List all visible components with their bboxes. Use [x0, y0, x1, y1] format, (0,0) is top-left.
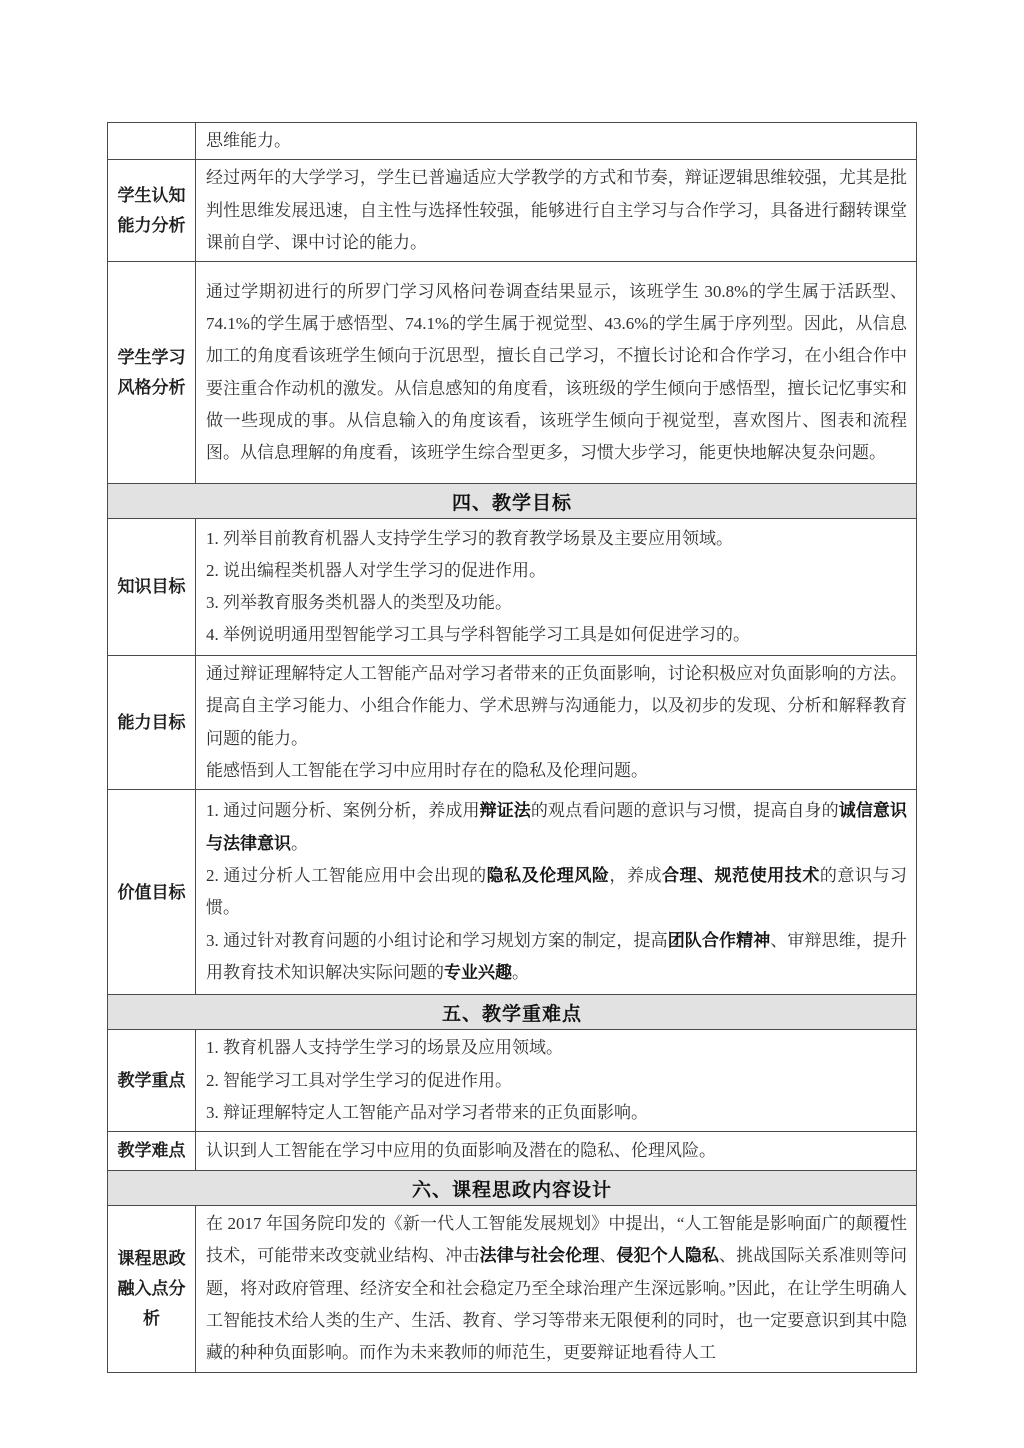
paragraph: 1. 教育机器人支持学生学习的场景及应用领域。	[206, 1038, 563, 1058]
paragraph: 4. 举例说明通用型智能学习工具与学科智能学习工具是如何促进学习的。	[206, 625, 750, 645]
row-content-continued	[196, 123, 916, 159]
paragraph: 在 2017 年国务院印发的《新一代人工智能发展规划》中提出，“人工智能是影响面广的颠覆性技术，可能带来改变就业结构、冲击法律与社会伦理、侵犯个人隐私、挑战国际关系准则等问题，将对政府管理、经济安全和社会稳定乃至全球治理产生深远影响。”因此，在让学生明确人工智能技术给人类的生产、生活、教育、学习等带来无限便利的同时，也一定要意识到其中隐藏的种种负面影响。而作为未来教师的师范生，更要辩证地看待人工	[206, 1214, 908, 1363]
row-label-ideology: 课程思政融入点分析	[108, 1206, 196, 1371]
table-row-learning-style	[108, 261, 916, 483]
paragraph: 2. 智能学习工具对学生学习的促进作用。	[206, 1070, 512, 1090]
paragraph: 1. 列举目前教育机器人支持学生学习的教育教学场景及主要应用领域。	[206, 528, 733, 548]
section-header-key-difficult-points: 五、教学重难点	[108, 994, 916, 1029]
paragraph: 思维能力。	[206, 131, 291, 150]
row-content-difficulty	[196, 1132, 916, 1170]
section-header-ideology-design: 六、课程思政内容设计	[108, 1170, 916, 1205]
table-row-ideology-analysis	[108, 1205, 916, 1371]
row-label-difficulty: 教学难点	[108, 1132, 196, 1170]
paragraph: 3. 通过针对教育问题的小组讨论和学习规划方案的制定，提高团队合作精神、审辩思维，提升用教育技术知识解决实际问题的专业兴趣。	[206, 930, 908, 982]
paragraph: 1. 通过问题分析、案例分析，养成用辩证法的观点看问题的意识与习惯，提高自身的诚信意识与法律意识。	[206, 801, 908, 853]
table-row-value-goals	[108, 789, 916, 994]
paragraph: 通过学期初进行的所罗门学习风格问卷调查结果显示，该班学生 30.8%的学生属于活跃型、74.1%的学生属于感悟型、74.1%的学生属于视觉型、43.6%的学生属于序列型。因此，从信息加工的角度看该班学生倾向于沉思型，擅长自己学习，不擅长讨论和合作学习，在小组合作中要注重合作动机的激发。从信息感知的角度看，该班级的学生倾向于感悟型，擅长记忆事实和做一些现成的事。从信息输入的角度该看，该班学生倾向于视觉型，喜欢图片、图表和流程图。从信息理解的角度看，该班学生综合型更多，习惯大步学习，能更快地解决复杂问题。	[206, 281, 907, 463]
table-row-ability-goals	[108, 655, 916, 789]
table-row-cognitive-analysis	[108, 159, 916, 261]
section-header-teaching-goals: 四、教学目标	[108, 483, 916, 518]
row-content-key-points	[196, 1030, 916, 1131]
row-content-ideology	[196, 1206, 916, 1371]
row-label-learning-style: 学生学习风格分析	[108, 262, 196, 483]
paragraph: 能感悟到人工智能在学习中应用时存在的隐私及伦理问题。	[206, 761, 648, 781]
row-label-value: 价值目标	[108, 790, 196, 994]
paragraph: 3. 列举教育服务类机器人的类型及功能。	[206, 593, 512, 613]
paragraph: 2. 通过分析人工智能应用中会出现的隐私及伦理风险，养成合理、规范使用技术的意识与习惯。	[206, 866, 908, 918]
row-label-knowledge: 知识目标	[108, 519, 196, 655]
table-row-difficulty	[108, 1131, 916, 1170]
paragraph: 认识到人工智能在学习中应用的负面影响及潜在的隐私、伦理风险。	[206, 1140, 716, 1160]
paragraph: 通过辩证理解特定人工智能产品对学习者带来的正负面影响，讨论积极应对负面影响的方法。提高自主学习能力、小组合作能力、学术思辨与沟通能力，以及初步的发现、分析和解释教育问题的能力。	[206, 664, 907, 748]
row-content-value	[196, 790, 916, 994]
paragraph: 2. 说出编程类机器人对学生学习的促进作用。	[206, 560, 546, 580]
row-label-ability: 能力目标	[108, 656, 196, 789]
row-label-key-points: 教学重点	[108, 1030, 196, 1131]
row-label-cognitive: 学生认知能力分析	[108, 160, 196, 261]
lesson-plan-table	[107, 122, 917, 1373]
table-row-continued	[108, 123, 916, 159]
table-row-knowledge-goals	[108, 518, 916, 655]
row-content-knowledge	[196, 519, 916, 655]
paragraph: 经过两年的大学学习，学生已普遍适应大学教学的方式和节奏，辩证逻辑思维较强，尤其是批判性思维发展迅速，自主性与选择性较强，能够进行自主学习与合作学习，具备进行翻转课堂课前自学、课中讨论的能力。	[206, 168, 907, 252]
row-content-ability	[196, 656, 916, 789]
row-content-learning-style	[196, 262, 916, 483]
row-label-empty	[108, 123, 196, 159]
row-content-cognitive	[196, 160, 916, 261]
table-row-key-points	[108, 1029, 916, 1131]
paragraph: 3. 辩证理解特定人工智能产品对学习者带来的正负面影响。	[206, 1102, 648, 1122]
